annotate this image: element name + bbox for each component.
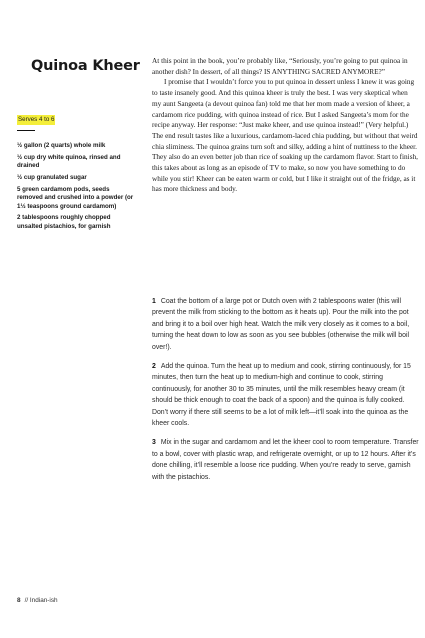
page-number: 8 xyxy=(17,597,21,604)
section-name: // Indian-ish xyxy=(24,597,58,604)
step-text: Coat the bottom of a large pot or Dutch oven with 2 tablespoons water (this will prevent the milk from sticking to the bottom as it heats up). Pour the milk into the pot and bring it to a boil over high heat. Watch the milk very closely as it comes to a boil, turning the heat down to low as soon as you see bubbles (otherwise the milk will boil over!). xyxy=(152,298,410,351)
step-number: 1 xyxy=(152,298,156,305)
intro-paragraph: I promise that I wouldn’t force you to put quinoa in dessert unless I knew it was going to taste insanely good. And this quinoa kheer is truly the best. I was very skeptical when my aunt Sangeeta (a devout quinoa fan) told me that her mom made a version of kheer, a cardamom rice pudding, with quinoa instead of rice. But I asked Sangeeta’s mom for the recipe anyway. Her response: “Just make kheer, and use quinoa instead!” (Very helpful.) The end result tastes like a luxurious, cardamom-laced chia pudding, but without that weird chia sliminess. The quinoa grains turn soft and silky, adding a hint of nuttiness to the kheer. They also do an even better job than rice of soaking up the cardamom flavor. Start to finish, this takes about as long as an episode of TV to make, so now you have something to do while you stir! Kheer can be eaten warm or cold, but I like it straight out of the fridge, as it has more thickness and body. xyxy=(152,78,418,194)
ingredient-item: 2 tablespoons roughly chopped unsalted pistachios, for garnish xyxy=(17,214,111,230)
method-step xyxy=(152,437,420,483)
step-number: 2 xyxy=(152,363,156,371)
method-steps xyxy=(152,296,420,491)
ingredient-item: ½ cup dry white quinoa, rinsed and drained xyxy=(17,153,121,170)
method-step xyxy=(152,296,420,353)
step-number: 3 xyxy=(152,439,156,447)
method-step xyxy=(152,361,420,429)
serves-label: Serves 4 to 6 xyxy=(18,116,55,123)
recipe-title: Quinoa Kheer xyxy=(31,58,140,74)
ingredient-item: ½ gallon (2 quarts) whole milk xyxy=(17,142,106,149)
ingredient-item: 5 green cardamom pods, seeds removed and crushed into a powder (or 1½ teaspoons ground cardamom) xyxy=(17,185,134,210)
intro-paragraph: At this point in the book, you’re probably like, “Seriously, you’re going to put quinoa in another dish? In dessert, of all things? IS ANYTHING SACRED ANYMORE?” xyxy=(152,57,408,76)
page-footer xyxy=(17,597,58,604)
divider-rule xyxy=(17,130,35,131)
ingredient-item: ½ cup granulated sugar xyxy=(17,174,87,182)
step-text: Mix in the sugar and cardamom and let the kheer cool to room temperature. Transfer to a bowl, cover with plastic wrap, and refrigerate overnight, or up to 12 hours. After it’s done chilling, it’ll resemble a loose rice pudding. When you’re ready to serve, garnish with the pistachios. xyxy=(152,439,419,481)
step-text: Add the quinoa. Turn the heat up to medium and cook, stirring continuously, for 15 minutes, then turn the heat up to medium-high and continue to cook, stirring continuously, for another 30 to 35 minutes, until the milk resembles heavy cream (it should be thick enough to coat the back of a spoon) and the quinoa is fully cooked. Don’t worry if there still seems to be a lot of milk left—it’ll soak into the quinoa as the kheer cools. xyxy=(152,363,411,428)
intro-text xyxy=(152,56,418,195)
ingredients-list xyxy=(17,142,135,235)
